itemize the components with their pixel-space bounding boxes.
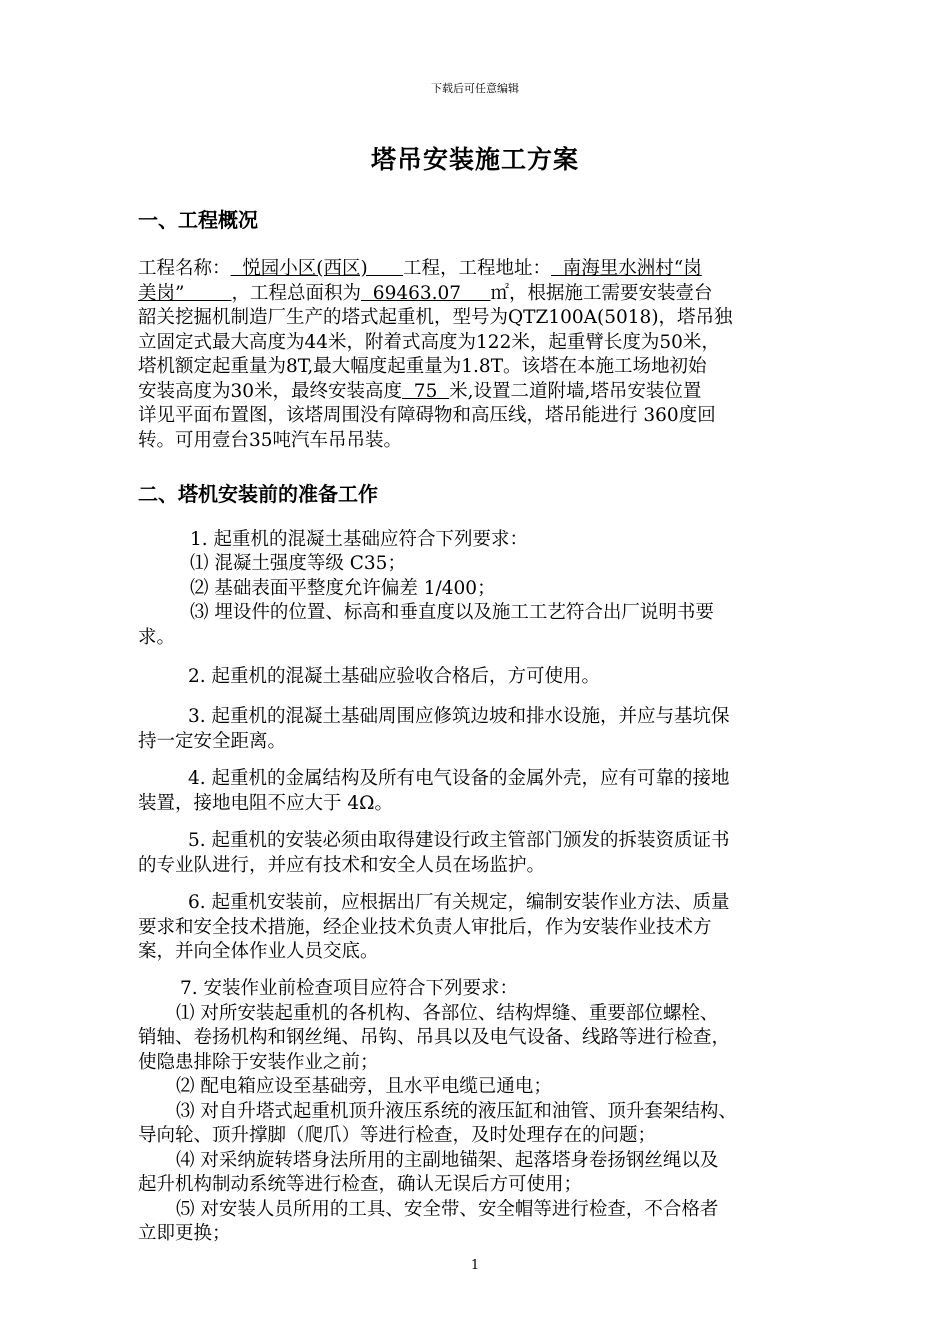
project-address-value: 南海里水洲村“岗 xyxy=(551,258,702,279)
prep-sub-1: ⑴ 混凝土强度等级 C35； xyxy=(190,553,406,574)
project-name-value: 悦园小区(西区) xyxy=(230,258,403,279)
prep-item-5-line-1: 5. 起重机的安装必须由取得建设行政主管部门颁发的拆装资质证书 xyxy=(188,830,730,851)
prep-item-5 xyxy=(138,829,838,878)
overview-line-8: 转。可用壹台35吨汽车吊吊装。 xyxy=(138,429,403,451)
overview-paragraph xyxy=(138,257,838,453)
page-number: 1 xyxy=(470,1258,480,1273)
prep-item-1-sub xyxy=(138,552,838,650)
prep-item-6 xyxy=(138,891,838,965)
prep-item-4-line-2: 装置，接地电阻不应大于 4Ω。 xyxy=(138,792,393,814)
check-sub-2: ⑵ 配电箱应设至基础旁，且水平电缆已通电； xyxy=(176,1076,552,1097)
prep-item-1 xyxy=(138,528,838,553)
prep-sub-3-cont: 求。 xyxy=(138,626,176,648)
check-sub-4: ⑷ 对采纳旋转塔身法所用的主副地锚架、起落塔身卷扬钢丝绳以及 xyxy=(176,1149,719,1171)
prep-item-2-line: 2. 起重机的混凝土基础应验收合格后，方可使用。 xyxy=(188,666,601,687)
check-sub-4-cont: 起升机构制动系统等进行检查，确认无误后方可使用； xyxy=(138,1174,583,1195)
prep-sub-3: ⑶ 埋设件的位置、标高和垂直度以及施工工艺符合出厂说明书要 xyxy=(190,602,714,623)
check-sub-3-cont: 导向轮、顶升撑脚（爬爪）等进行检查，及时处理存在的问题； xyxy=(138,1125,657,1146)
overview-text: 安装高度为30米，最终安装高度 xyxy=(138,380,403,402)
overview-line-4: 立固定式最大高度为44米，附着式高度为122米，起重臂长度为50米， xyxy=(138,331,720,353)
total-area-label: ，工程总面积为 xyxy=(231,282,362,304)
section-heading-preparation: 二、塔机安装前的准备工作 xyxy=(138,482,378,506)
project-address-value-cont: 美岗” xyxy=(138,282,232,304)
final-height-value: 75 xyxy=(402,380,450,402)
check-sub-3: ⑶ 对自升塔式起重机顶升液压系统的液压缸和油管、顶升套架结构、 xyxy=(176,1100,737,1122)
check-sub-5-cont: 立即更换； xyxy=(138,1223,231,1244)
project-name-label: 工程名称： xyxy=(138,258,231,279)
document-title: 塔吊安装施工方案 xyxy=(370,145,579,174)
total-area-value: 69463.07 xyxy=(361,282,491,304)
overview-line-7: 详见平面布置图，该塔周围没有障碍物和高压线，塔吊能进行 360度回 xyxy=(138,405,716,426)
prep-item-3 xyxy=(138,705,838,754)
prep-sub-2: ⑵ 基础表面平整度允许偏差 1/400； xyxy=(190,577,496,599)
prep-item-3-line-2: 持一定安全距离。 xyxy=(138,730,287,752)
overview-text: 米,设置二道附墙,塔吊安装位置 xyxy=(449,380,702,402)
prep-item-7-line-1: 7. 安装作业前检查项目应符合下列要求： xyxy=(180,978,519,999)
prep-item-2 xyxy=(138,665,838,690)
project-address-label: 工程，工程地址： xyxy=(403,258,552,279)
prep-item-1-line: 1. 起重机的混凝土基础应符合下列要求： xyxy=(190,529,529,550)
overview-line-1 xyxy=(138,257,838,282)
prep-item-5-line-2: 的专业队进行，并应有技术和安全人员在场监护。 xyxy=(138,854,546,876)
overview-line-6 xyxy=(138,380,838,405)
prep-item-7 xyxy=(138,977,838,1247)
check-sub-1-cont-2: 使隐患排除于安装作业之前； xyxy=(138,1051,379,1073)
section-heading-overview: 一、工程概况 xyxy=(138,208,258,232)
overview-line-3: 韶关挖掘机制造厂生产的塔式起重机，型号为QTZ100A(5018)，塔吊独 xyxy=(138,307,733,328)
check-sub-1-cont-1: 销轴、卷扬机构和钢丝绳、吊钩、吊具以及电气设备、线路等进行检查， xyxy=(138,1027,731,1048)
header-note: 下载后可任意编辑 xyxy=(431,82,519,95)
overview-text: ㎡，根据施工需要安装壹台 xyxy=(490,282,713,304)
prep-item-6-line-3: 案，并向全体作业人员交底。 xyxy=(138,941,379,962)
prep-item-4-line-1: 4. 起重机的金属结构及所有电气设备的金属外壳，应有可靠的接地 xyxy=(188,768,730,789)
overview-line-5: 塔机额定起重量为8T,最大幅度起重量为1.8T。该塔在本施工场地初始 xyxy=(138,356,707,377)
check-sub-1: ⑴ 对所安装起重机的各机构、各部位、结构焊缝、重要部位螺栓、 xyxy=(176,1002,719,1024)
prep-item-3-line-1: 3. 起重机的混凝土基础周围应修筑边坡和排水设施，并应与基坑保 xyxy=(188,706,730,727)
check-sub-5: ⑸ 对安装人员所用的工具、安全带、安全帽等进行检查，不合格者 xyxy=(176,1198,719,1220)
prep-item-6-line-1: 6. 起重机安装前，应根据出厂有关规定，编制安装作业方法、质量 xyxy=(188,892,730,913)
prep-item-4 xyxy=(138,767,838,816)
prep-item-6-line-2: 要求和安全技术措施，经企业技术负责人审批后，作为安装作业技术方 xyxy=(138,916,712,938)
overview-line-2 xyxy=(138,282,838,307)
